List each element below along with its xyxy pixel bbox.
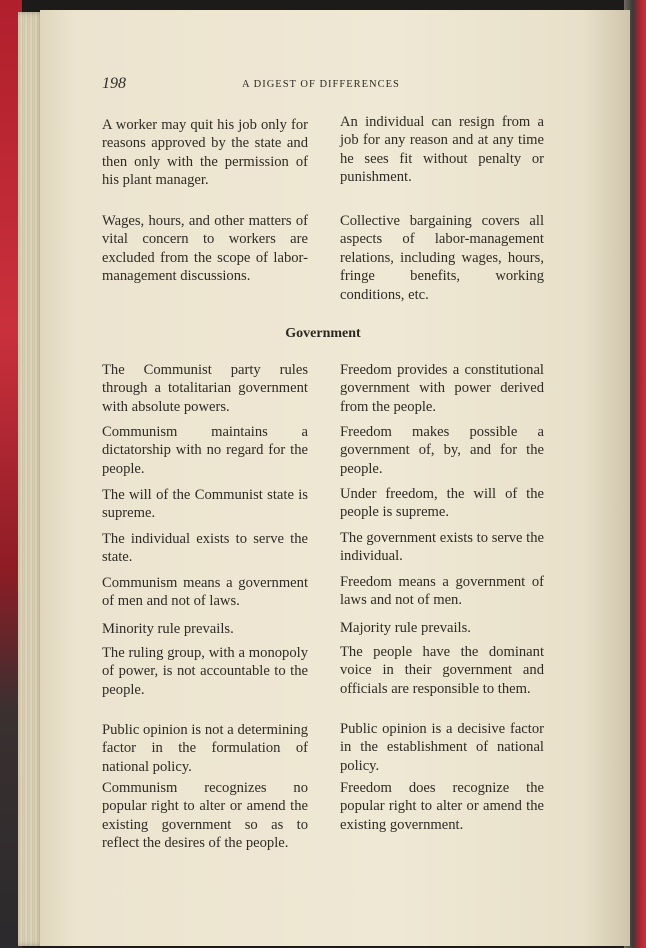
comparison-right-text: The people have the dominant voice in their government and officials are responsible to them. bbox=[340, 644, 544, 697]
comparison-left-text: Communism recognizes no popular right to alter or amend the existing government so as to reflect the desires of the people. bbox=[102, 780, 308, 852]
comparison-right-text: Freedom makes possible a government of, by, and for the people. bbox=[340, 424, 544, 477]
comparison-left-text: Minority rule prevails. bbox=[102, 621, 234, 637]
running-title: A DIGEST OF DIFFERENCES bbox=[242, 79, 400, 90]
comparison-left-text: The Communist party rules through a totalitarian government with absolute powers. bbox=[102, 362, 308, 415]
comparison-left-text: The will of the Communist state is supreme. bbox=[102, 487, 308, 522]
comparison-left-text: A worker may quit his job only for reasons approved by the state and then only with the permission of his plant manager. bbox=[102, 117, 308, 189]
comparison-right-text: The government exists to serve the individual. bbox=[340, 530, 544, 565]
comparison-right-text: Collective bargaining covers all aspects of labor-management relations, including wages, hours, fringe benefits, working conditions, etc. bbox=[340, 213, 544, 303]
comparison-left-text: Wages, hours, and other matters of vital concern to workers are excluded from the scope of labor-management discussions. bbox=[102, 213, 308, 285]
comparison-right-text: Public opinion is a decisive factor in the establishment of national policy. bbox=[340, 721, 544, 774]
comparison-right-text: Under freedom, the will of the people is supreme. bbox=[340, 486, 544, 521]
comparison-right-text: Freedom provides a constitutional government with power derived from the people. bbox=[340, 362, 544, 415]
comparison-right-text: Freedom means a government of laws and not of men. bbox=[340, 574, 544, 609]
comparison-left-text: Public opinion is not a determining factor in the formulation of national policy. bbox=[102, 722, 308, 775]
comparison-right-text: Majority rule prevails. bbox=[340, 620, 471, 636]
comparison-left-text: Communism maintains a dictatorship with no regard for the people. bbox=[102, 424, 308, 477]
comparison-left-text: Communism means a government of men and not of laws. bbox=[102, 575, 308, 610]
comparison-left-text: The ruling group, with a monopoly of power, is not accountable to the people. bbox=[102, 645, 308, 698]
comparison-left-text: The individual exists to serve the state. bbox=[102, 531, 308, 566]
page-header bbox=[102, 75, 462, 99]
section-heading: Government bbox=[285, 326, 361, 341]
comparison-right-text: An individual can resign from a job for any reason and at any time he sees fit without penalty or punishment. bbox=[340, 114, 544, 186]
page-number: 198 bbox=[102, 75, 126, 92]
comparison-right-text: Freedom does recognize the popular right to alter or amend the existing government. bbox=[340, 780, 544, 833]
